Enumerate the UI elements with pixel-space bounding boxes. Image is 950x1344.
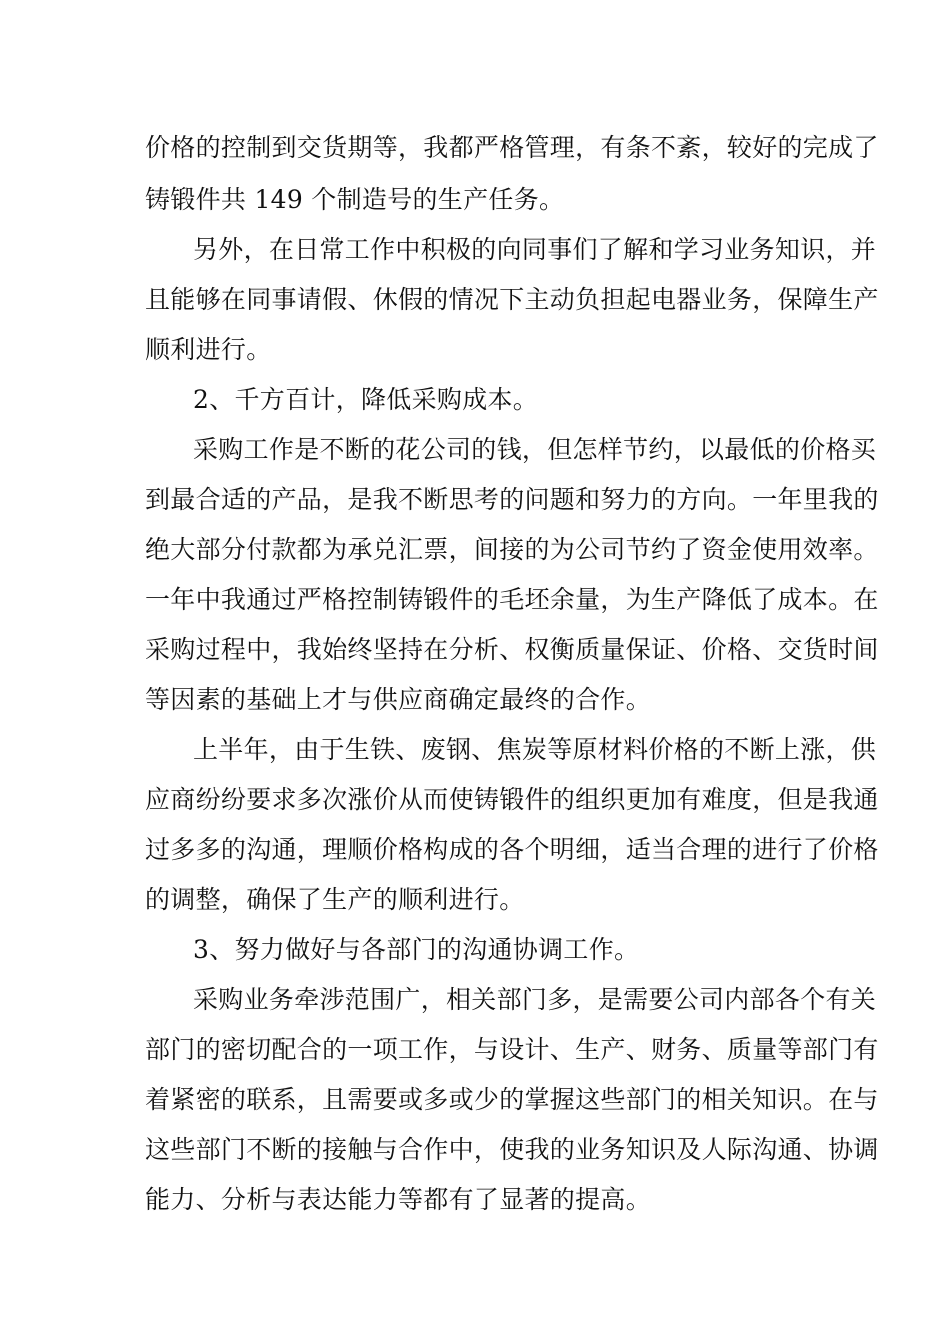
text-line: 采购业务牵涉范围广，相关部门多，是需要公司内部各个有关 bbox=[193, 985, 877, 1014]
text-line: 价格的控制到交货期等，我都严格管理，有条不紊，较好的完成了 bbox=[145, 133, 879, 162]
text-line: 着紧密的联系，且需要或多或少的掌握这些部门的相关知识。在与 bbox=[145, 1085, 879, 1114]
text-line: 这些部门不断的接触与合作中，使我的业务知识及人际沟通、协调 bbox=[145, 1135, 879, 1164]
text-line: 绝大部分付款都为承兑汇票，间接的为公司节约了资金使用效率。 bbox=[145, 535, 879, 564]
text-line: 顺利进行。 bbox=[145, 335, 272, 364]
text-line: 等因素的基础上才与供应商确定最终的合作。 bbox=[145, 685, 652, 714]
text-line: 铸锻件共 149 个制造号的生产任务。 bbox=[145, 185, 565, 214]
text-line: 一年中我通过严格控制铸锻件的毛坯余量，为生产降低了成本。在 bbox=[145, 585, 879, 614]
section-heading: 3、努力做好与各部门的沟通协调工作。 bbox=[193, 935, 640, 964]
text-line: 能力、分析与表达能力等都有了显著的提高。 bbox=[145, 1185, 652, 1214]
text-line: 的调整，确保了生产的顺利进行。 bbox=[145, 885, 525, 914]
section-heading: 2、千方百计，降低采购成本。 bbox=[193, 385, 539, 414]
text-line: 上半年，由于生铁、废钢、焦炭等原材料价格的不断上涨，供 bbox=[193, 735, 877, 764]
text-line: 应商纷纷要求多次涨价从而使铸锻件的组织更加有难度，但是我通 bbox=[145, 785, 879, 814]
text-line: 过多多的沟通，理顺价格构成的各个明细，适当合理的进行了价格 bbox=[145, 835, 879, 864]
text-line: 部门的密切配合的一项工作，与设计、生产、财务、质量等部门有 bbox=[145, 1035, 879, 1064]
text-line: 到最合适的产品，是我不断思考的问题和努力的方向。一年里我的 bbox=[145, 485, 879, 514]
text-line: 另外，在日常工作中积极的向同事们了解和学习业务知识，并 bbox=[193, 235, 877, 264]
text-line: 采购过程中，我始终坚持在分析、权衡质量保证、价格、交货时间 bbox=[145, 635, 879, 664]
text-line: 且能够在同事请假、休假的情况下主动负担起电器业务，保障生产 bbox=[145, 285, 879, 314]
text-line: 采购工作是不断的花公司的钱，但怎样节约，以最低的价格买 bbox=[193, 435, 877, 464]
